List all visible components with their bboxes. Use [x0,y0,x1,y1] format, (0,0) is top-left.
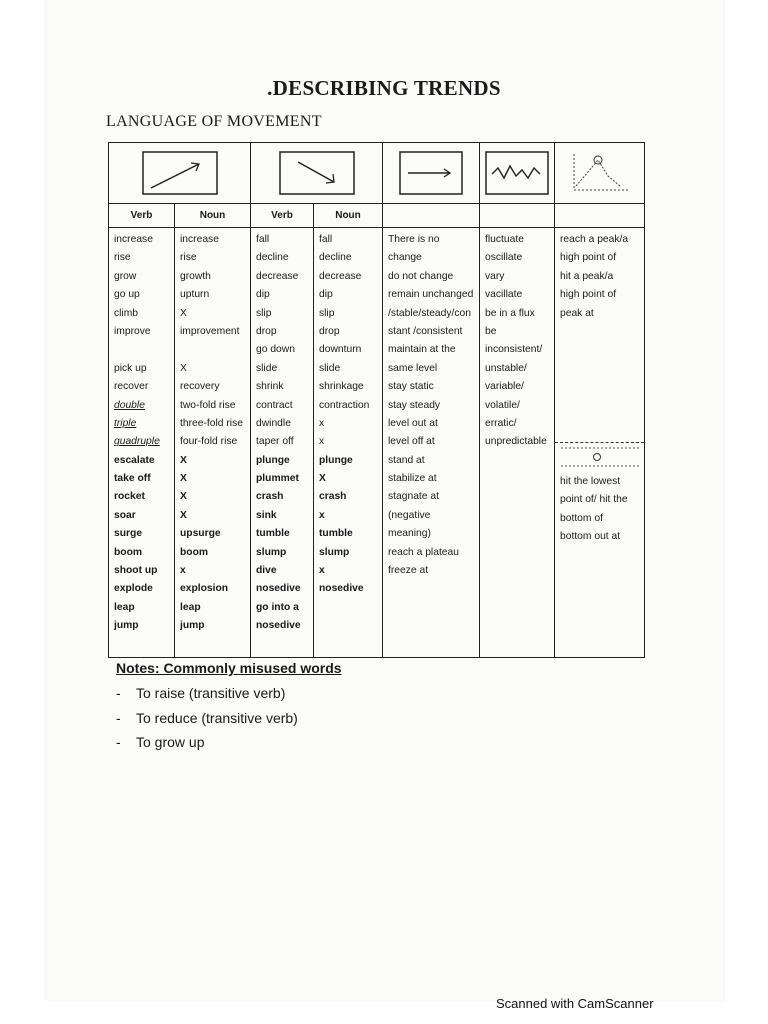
word-entry [175,341,250,359]
word-entry: shoot up [114,565,158,577]
word-entry: dwindle [256,417,291,429]
word-entry: be in a flux [485,307,535,319]
word-entry: volatile/ [485,399,520,411]
upward-trend-icon [141,150,219,196]
word-entry: x [180,565,186,577]
page-title: .DESCRIBING TRENDS [267,76,501,100]
word-entry: slump [319,546,350,558]
word-entry: upsurge [180,528,221,540]
word-entry: x [319,417,325,429]
fluctuate-header [480,204,555,228]
word-entry: leap [180,601,201,613]
word-entry: double [114,399,145,411]
word-entry: nosedive [256,620,301,632]
word-entry: explode [114,583,153,595]
word-entry: bottom out at [560,531,621,543]
down-noun-header: Noun [314,204,383,228]
word-entry: contraction [319,399,370,411]
word-entry: stant /consistent [388,325,463,337]
word-entry: shrink [256,381,284,393]
note-text: To grow up [136,734,205,750]
word-entry: go up [114,289,140,301]
word-entry: There is no [388,234,440,245]
word-entry: escalate [114,454,155,466]
word-entry: stay steady [388,399,441,411]
up-noun-column [175,228,251,658]
word-entry: dive [256,565,277,577]
down-noun-column [314,228,383,658]
word-entry: freeze at [388,565,429,577]
fluctuate-icon-cell [480,143,555,204]
word-entry: X [180,491,187,503]
word-entry: increase [114,234,153,245]
word-entry: x [319,436,325,448]
lowest-words [555,473,644,547]
word-entry: unpredictable [485,436,547,448]
word-entry: /stable/steady/con [388,307,471,319]
word-entry: fall [319,234,333,245]
word-entry: vary [485,270,505,282]
word-entry: stay static [388,381,434,393]
word-entry: plummet [256,473,299,485]
word-entry: x [319,565,325,577]
word-entry: rocket [114,491,145,503]
word-entry: fall [256,234,270,245]
note-bullet: - [116,709,121,726]
word-entry: shrinkage [319,381,364,393]
word-entry: grow [114,270,137,282]
word-entry: surge [114,528,143,540]
word-entry: level off at [388,436,435,448]
word-entry: decline [319,252,352,264]
word-entry: rise [180,252,197,264]
words-row [109,228,645,658]
word-entry: jump [114,620,139,632]
word-entry: contract [256,399,293,411]
word-entry: nosedive [256,583,301,595]
word-entry: same level [388,362,438,374]
word-entry: leap [114,601,135,613]
word-entry: maintain at the [388,344,456,356]
note-text: To raise (transitive verb) [136,685,286,701]
word-entry: stagnate at [388,491,439,503]
lowest-point-icon [557,444,643,472]
word-entry: slide [256,362,278,374]
upward-icon-cell [109,143,251,204]
word-entry: crash [319,491,347,503]
note-item [116,684,298,709]
trend-vocabulary-table [108,142,645,658]
word-entry: tumble [256,528,290,540]
down-verb-column [251,228,314,658]
word-entry: hit the lowest [560,475,621,487]
up-noun-header: Noun [175,204,251,228]
word-entry: explosion [180,583,229,595]
word-entry: increase [180,234,219,245]
word-entry [109,341,174,359]
stable-icon-cell [383,143,480,204]
fluctuating-trend-icon [484,150,550,196]
word-entry: oscillate [485,252,523,264]
word-entry: x [319,509,325,521]
word-entry: drop [256,325,277,337]
word-entry: decrease [319,270,362,282]
word-entry: plunge [256,454,290,466]
word-entry: stabilize at [388,473,437,485]
icon-row [109,143,645,204]
notes-title: Notes: Commonly misused words [116,660,342,676]
word-entry: X [180,362,187,374]
word-entry: reach a peak/a [560,234,629,245]
word-entry: be [485,325,497,337]
word-entry: X [180,454,187,466]
word-entry: slip [319,307,335,319]
word-entry: slide [319,362,341,374]
word-entry: hit a peak/a [560,270,614,282]
word-entry: quadruple [114,436,160,448]
scanner-watermark: Scanned with CamScanner [496,996,654,1011]
word-entry: jump [180,620,205,632]
word-entry: high point of [560,252,617,264]
peak-header [555,204,645,228]
fluctuate-column [480,228,555,658]
word-entry: slump [256,546,287,558]
word-entry: taper off [256,436,294,448]
word-entry: high point of [560,289,617,301]
word-entry: plunge [319,454,353,466]
word-entry: boom [114,546,143,558]
word-entry: level out at [388,417,438,429]
word-entry: unstable/ [485,362,527,374]
word-entry: bottom of [560,512,603,524]
up-verb-column [109,228,175,658]
word-entry: take off [114,473,151,485]
word-entry: nosedive [319,583,364,595]
word-entry: stand at [388,454,425,466]
word-entry: boom [180,546,209,558]
lowest-point-divider [555,442,644,473]
peak-trend-icon [564,150,636,196]
note-bullet: - [116,685,121,701]
word-entry: go into a [256,601,299,613]
note-text: To reduce (transitive verb) [136,709,298,726]
word-entry: point of/ hit the [560,494,628,506]
word-entry: do not change [388,270,454,282]
notes-list [116,684,298,758]
word-entry: vacillate [485,289,523,301]
word-entry: tumble [319,528,353,540]
word-entry: (negative [388,509,431,521]
word-entry: improvement [180,325,240,337]
word-entry: erratic/ [485,417,517,429]
word-entry: X [180,509,187,521]
word-entry: climb [114,307,139,319]
peak-column [555,228,645,658]
word-entry: meaning) [388,528,431,540]
word-entry: X [319,473,326,485]
word-entry: improve [114,325,151,337]
word-entry: rise [114,252,131,264]
word-entry: go down [256,344,295,356]
word-entry: soar [114,509,136,521]
header-row [109,204,645,228]
stable-header [383,204,480,228]
word-entry: downturn [319,344,362,356]
flat-trend-icon [398,150,464,196]
word-entry: dip [256,289,270,301]
note-bullet: - [116,734,121,750]
word-entry: remain unchanged [388,289,474,301]
note-item [116,709,298,734]
section-subtitle: LANGUAGE OF MOVEMENT [106,113,322,130]
word-entry: recover [114,381,149,393]
word-entry: three-fold rise [180,417,243,429]
word-entry: peak at [560,307,594,319]
word-entry: sink [256,509,277,521]
word-entry: reach a plateau [388,546,459,558]
word-entry: dip [319,289,333,301]
up-verb-header: Verb [109,204,175,228]
peak-words [555,231,644,323]
word-entry: drop [319,325,340,337]
word-entry: fluctuate [485,234,524,245]
word-entry: growth [180,270,211,282]
word-entry: four-fold rise [180,436,238,448]
word-entry: upturn [180,289,210,301]
downward-trend-icon [278,150,356,196]
word-entry: triple [114,417,137,429]
word-entry: slip [256,307,272,319]
word-entry: two-fold rise [180,399,236,411]
stable-column [383,228,480,658]
peak-icon-cell [555,143,645,204]
word-entry: X [180,473,187,485]
word-entry: pick up [114,362,147,374]
word-entry: decrease [256,270,299,282]
word-entry: inconsistent/ [485,344,543,356]
word-entry: decline [256,252,289,264]
downward-icon-cell [251,143,383,204]
down-verb-header: Verb [251,204,314,228]
word-entry: variable/ [485,381,524,393]
word-entry: crash [256,491,284,503]
word-entry: recovery [180,381,220,393]
word-entry: change [388,252,422,264]
word-entry: X [180,307,187,319]
note-item [116,733,298,758]
